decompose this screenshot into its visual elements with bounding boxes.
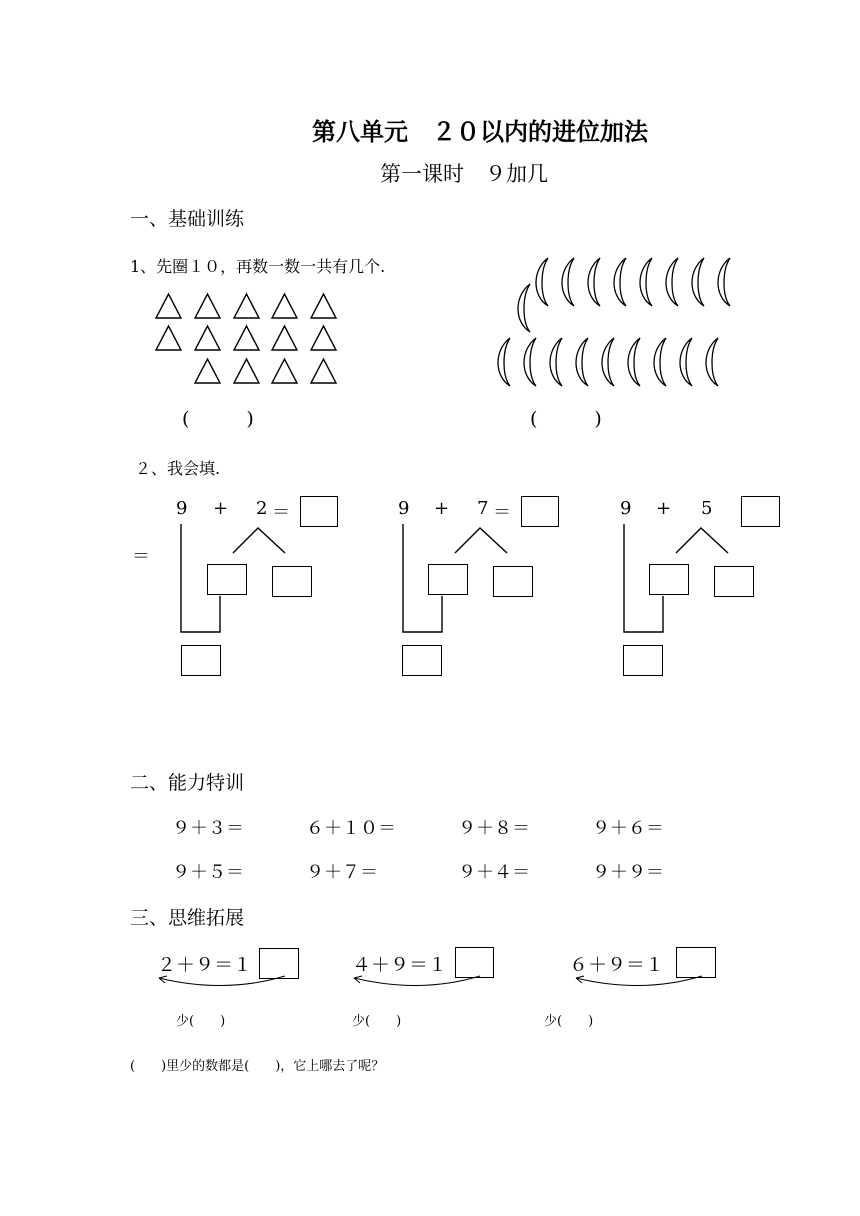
split-box-left[interactable] [207, 564, 247, 595]
triangle-icon [272, 294, 297, 318]
closing-question: ( )里少的数都是( )，它上哪去了呢？ [130, 1059, 385, 1074]
moon-icon [680, 338, 692, 386]
triangle-icon [311, 294, 336, 318]
equation: ９＋７＝ [306, 862, 378, 883]
equation: ９＋９＝ [592, 862, 664, 883]
thinking-expression: ６＋９＝１ [569, 954, 665, 976]
question-2-prompt: ２、我会填. [135, 459, 221, 478]
result-box[interactable] [623, 645, 663, 676]
moon-icon [518, 284, 530, 332]
equation: ９＋５＝ [172, 862, 244, 883]
page-subtitle: 第一课时 ９加几 [380, 162, 548, 186]
moon-icon [524, 338, 536, 386]
equals-sign: ＝ [272, 502, 290, 523]
split-box-right[interactable] [714, 566, 754, 597]
triangle-icon [195, 294, 220, 318]
question-1-prompt: 1、先圈１０，再数一数一共有几个. [130, 257, 386, 276]
addend-b: 5 [701, 498, 713, 519]
triangle-icon [234, 359, 259, 383]
moon-icon [692, 258, 704, 306]
moon-icon [640, 258, 652, 306]
split-box-right[interactable] [493, 566, 533, 597]
triangle-icon [311, 326, 336, 350]
thinking-expression: ２＋９＝１ [157, 954, 253, 976]
triangle-icon [234, 294, 259, 318]
curved-arrow-icon [350, 972, 490, 992]
page-title: 第八单元 ２０以内的进位加法 [312, 117, 648, 146]
addend-a: 9 [620, 498, 632, 519]
answer-box[interactable] [300, 496, 338, 527]
answer-paren-triangles[interactable]: ( ) [182, 408, 254, 430]
equation: ９＋３＝ [172, 818, 244, 839]
equals-sign: ＝ [132, 546, 150, 567]
moon-icon [576, 338, 588, 386]
addend-a: 9 [398, 498, 410, 519]
triangle-icon [272, 359, 297, 383]
equals-sign: ＝ [493, 502, 511, 523]
split-box-right[interactable] [272, 566, 312, 597]
equation: ９＋６＝ [592, 818, 664, 839]
plus-sign: + [434, 498, 450, 519]
moon-icon [562, 258, 574, 306]
curved-arrow-icon [155, 972, 295, 992]
triangle-icon [272, 326, 297, 350]
moon-icon [614, 258, 626, 306]
triangle-icon [156, 326, 181, 350]
result-box[interactable] [181, 645, 221, 676]
addend-b: 7 [477, 498, 489, 519]
section-2-heading: 二、能力特训 [130, 772, 245, 794]
thinking-expression: ４＋９＝１ [352, 954, 448, 976]
moon-icon [498, 338, 510, 386]
addend-b: 2 [256, 498, 268, 519]
split-box-left[interactable] [428, 564, 468, 595]
moon-icon [550, 338, 562, 386]
moon-group [488, 254, 748, 394]
moon-icon [602, 338, 614, 386]
result-box[interactable] [402, 645, 442, 676]
section-1-heading: 一、基础训练 [130, 208, 245, 230]
less-label: 少( ) [544, 1014, 594, 1029]
answer-box[interactable] [521, 496, 559, 527]
equation: ９＋８＝ [458, 818, 530, 839]
triangle-icon [234, 326, 259, 350]
plus-sign: + [213, 498, 229, 519]
equation: ６＋１０＝ [306, 818, 396, 839]
answer-box[interactable] [741, 496, 780, 527]
moon-icon [536, 258, 548, 306]
triangle-icon [311, 359, 336, 383]
moon-icon [706, 338, 718, 386]
triangle-icon [195, 326, 220, 350]
curved-arrow-icon [572, 972, 712, 992]
moon-icon [718, 258, 730, 306]
moon-icon [666, 258, 678, 306]
moon-icon [588, 258, 600, 306]
moon-icon [654, 338, 666, 386]
equation: ９＋４＝ [458, 862, 530, 883]
answer-paren-moons[interactable]: ( ) [530, 408, 602, 430]
triangle-icon [156, 294, 181, 318]
section-3-heading: 三、思维拓展 [130, 907, 245, 929]
addend-a: 9 [176, 498, 188, 519]
triangle-group [150, 290, 350, 390]
moon-icon [628, 338, 640, 386]
less-label: 少( ) [352, 1014, 402, 1029]
triangle-icon [195, 359, 220, 383]
less-label: 少( ) [176, 1014, 226, 1029]
split-box-left[interactable] [649, 564, 689, 595]
plus-sign: + [656, 498, 672, 519]
